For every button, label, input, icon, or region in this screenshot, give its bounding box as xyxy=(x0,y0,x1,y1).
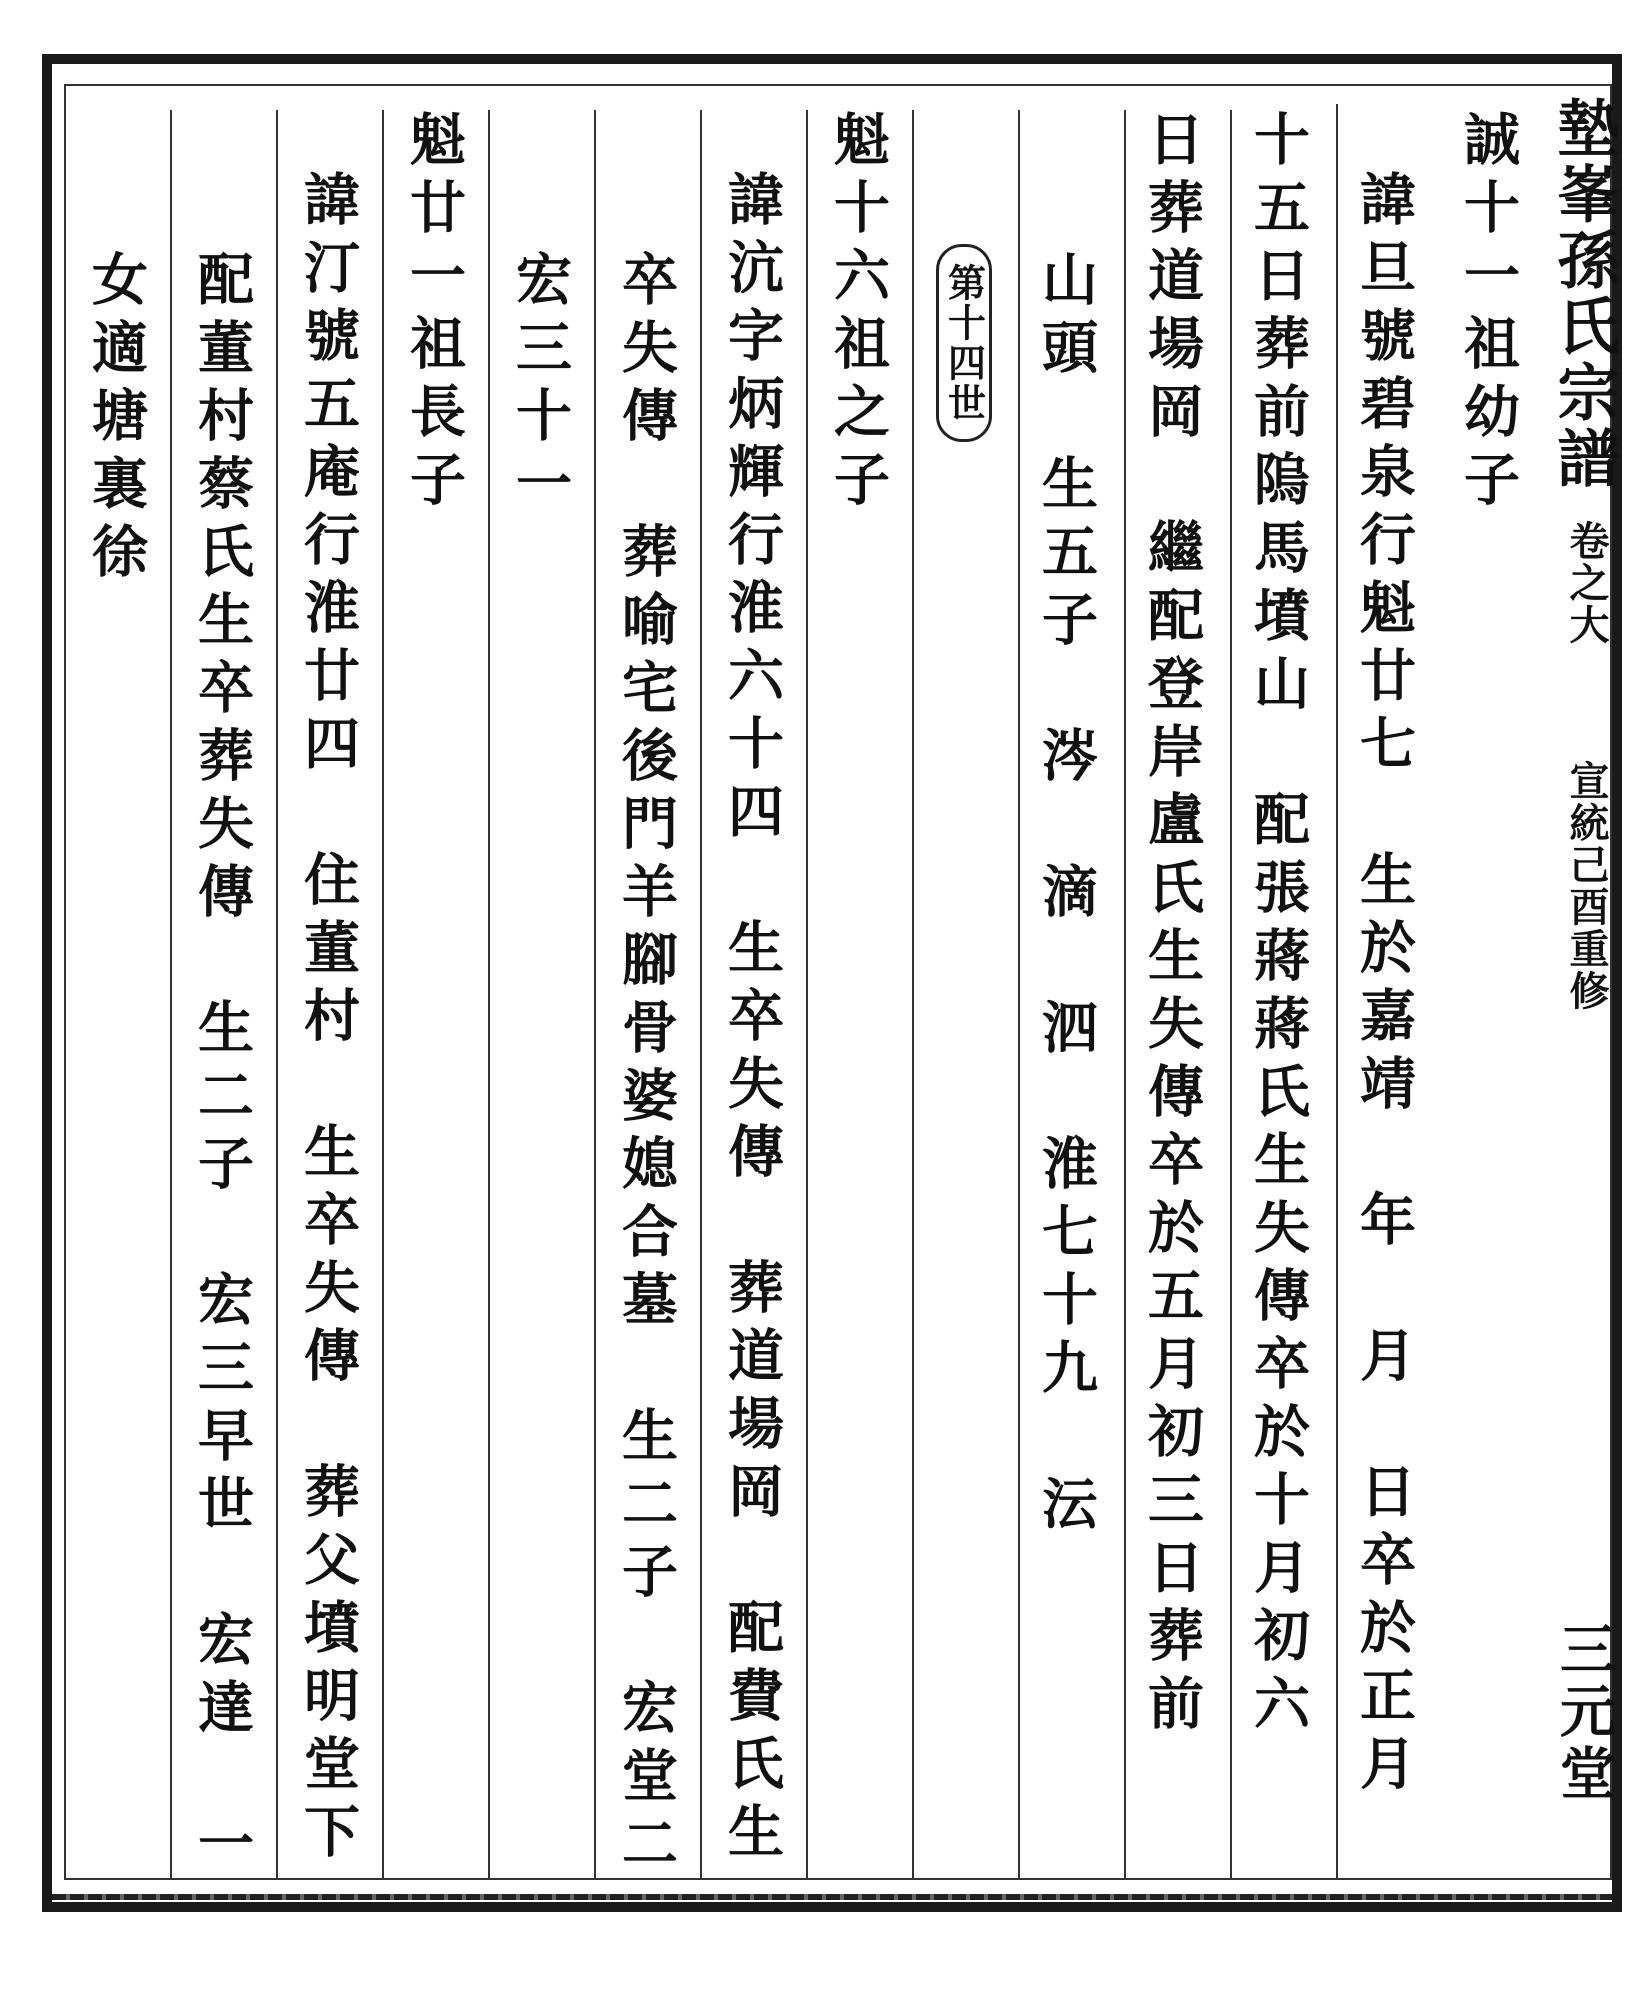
text-column-5: 山頭 生五子 涔 滴 泗 淮七十九 沄 xyxy=(1033,250,1099,1542)
text-column-8: 卒失傳 葬喻宅後門羊腳骨婆媳合墓 生二子 宏堂二 xyxy=(613,250,679,1882)
text-column-7: 諱沆字炳輝行淮六十四 生卒失傳 葬道場岡 配費氏生 xyxy=(719,170,785,1870)
column-rule xyxy=(276,110,278,1880)
volume-label: 卷之大 xyxy=(1563,520,1610,646)
text-column-3: 十五日葬前隖馬墳山 配張蔣蔣氏生失傳卒於十月初六 xyxy=(1245,110,1311,1742)
column-rule xyxy=(1018,110,1020,1880)
text-column-11: 諱汀號五庵行淮廿四 住董村 生卒失傳 葬父墳明堂下 xyxy=(295,170,361,1870)
column-rule xyxy=(382,110,384,1880)
generation-label: 第十四世 xyxy=(941,263,987,423)
column-rule xyxy=(912,110,914,1880)
column-rule xyxy=(594,110,596,1880)
text-column-2: 諱旦號碧泉行魁廿七 生於嘉靖 年 月 日卒於正月 xyxy=(1351,170,1417,1802)
text-column-1: 誠十一祖幼子 xyxy=(1455,110,1521,518)
edition-label: 宣統己酉重修 xyxy=(1563,760,1610,1012)
text-column-4: 日葬道場岡 繼配登岸盧氏生失傳卒於五月初三日葬前 xyxy=(1139,110,1205,1742)
generation-badge xyxy=(936,244,992,442)
text-column-10: 魁廿一祖長子 xyxy=(401,110,467,518)
hall-name: 三元堂 xyxy=(1551,1620,1617,1806)
text-column-6: 魁十六祖之子 xyxy=(825,110,891,518)
column-rule xyxy=(700,110,702,1880)
text-column-9: 宏三十一 xyxy=(507,250,573,522)
frame-bottom-border xyxy=(52,1894,1612,1900)
column-rule xyxy=(1230,110,1232,1880)
column-rule xyxy=(170,110,172,1880)
column-rule xyxy=(1336,104,1338,1880)
column-rule xyxy=(488,110,490,1880)
column-rule xyxy=(806,110,808,1880)
text-column-12: 配董村蔡氏生卒葬失傳 生二子 宏三早世 宏達 一 xyxy=(189,250,255,1882)
text-column-13: 女適塘裏徐 xyxy=(83,250,149,590)
book-title: 墊峯孫氏宗譜 xyxy=(1547,96,1620,492)
column-rule xyxy=(1124,110,1126,1880)
